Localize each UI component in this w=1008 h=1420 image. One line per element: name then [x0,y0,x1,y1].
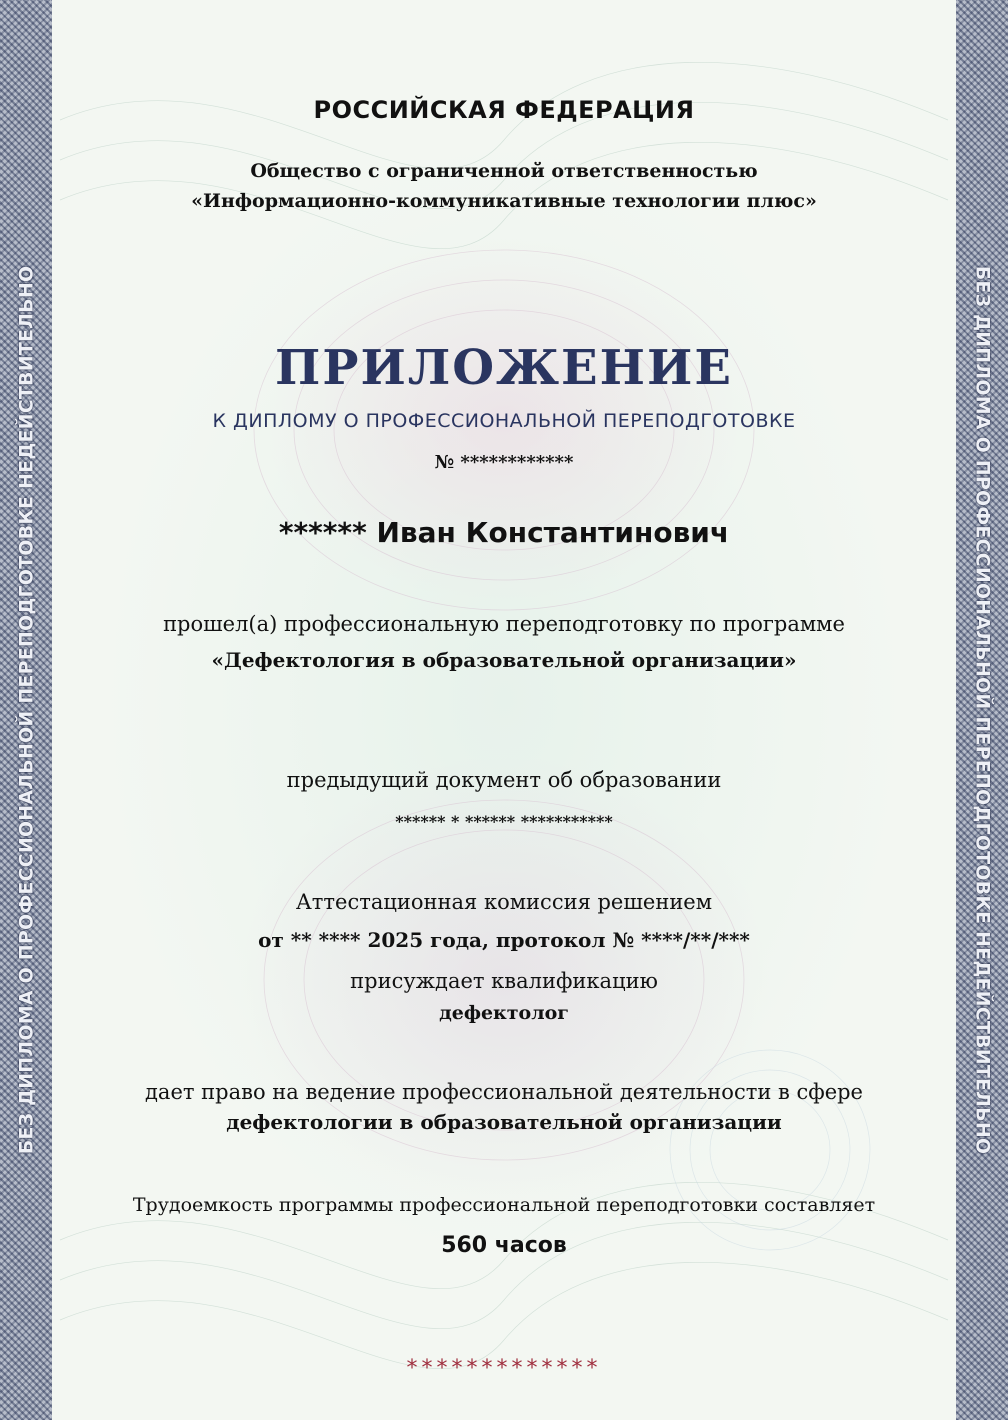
qualification-value: дефектолог [439,1002,569,1024]
previous-document-label: предыдущий документ об образовании [286,768,722,792]
passed-text: прошел(а) профессиональную переподготовку по программе [163,612,845,636]
activity-sphere: дефектологии в образовательной организации [226,1110,782,1134]
hours-value: 560 часов [441,1233,567,1258]
organization-line-2: «Информационно-коммуникативные технологии плюс» [191,190,817,212]
rights-text: дает право на ведение профессиональной деятельности в сфере [145,1080,863,1104]
serial-number: ************* [406,1356,602,1381]
previous-document-value: ****** * ****** *********** [395,812,613,831]
document-number: № ************ [434,452,574,473]
awards-text: присуждает квалификацию [350,969,658,993]
holder-full-name: ****** Иван Константинович [278,516,730,549]
document-content [60,0,948,1420]
country-heading: РОССИЙСКАЯ ФЕДЕРАЦИЯ [313,96,695,124]
document-title: ПРИЛОЖЕНИЕ [275,340,733,396]
hours-label: Трудоемкость программы профессиональной переподготовки составляет [132,1194,876,1216]
commission-text: Аттестационная комиссия решением [295,890,713,914]
right-border-text: БЕЗ ДИПЛОМА О ПРОФЕССИОНАЛЬНОЙ ПЕРЕПОДГОТОВКЕ НЕДЕЙСТВИТЕЛЬНО [971,265,994,1155]
organization-line-1: Общество с ограниченной ответственностью [250,160,758,182]
left-border-text: БЕЗ ДИПЛОМА О ПРОФЕССИОНАЛЬНОЙ ПЕРЕПОДГОТОВКЕ НЕДЕЙСТВИТЕЛЬНО [15,265,38,1155]
program-name: «Дефектология в образовательной организации» [211,648,797,672]
document-subtitle: К ДИПЛОМУ О ПРОФЕССИОНАЛЬНОЙ ПЕРЕПОДГОТОВКЕ [212,410,796,432]
protocol-details: от ** **** 2025 года, протокол № ****/**/*** [258,928,750,952]
